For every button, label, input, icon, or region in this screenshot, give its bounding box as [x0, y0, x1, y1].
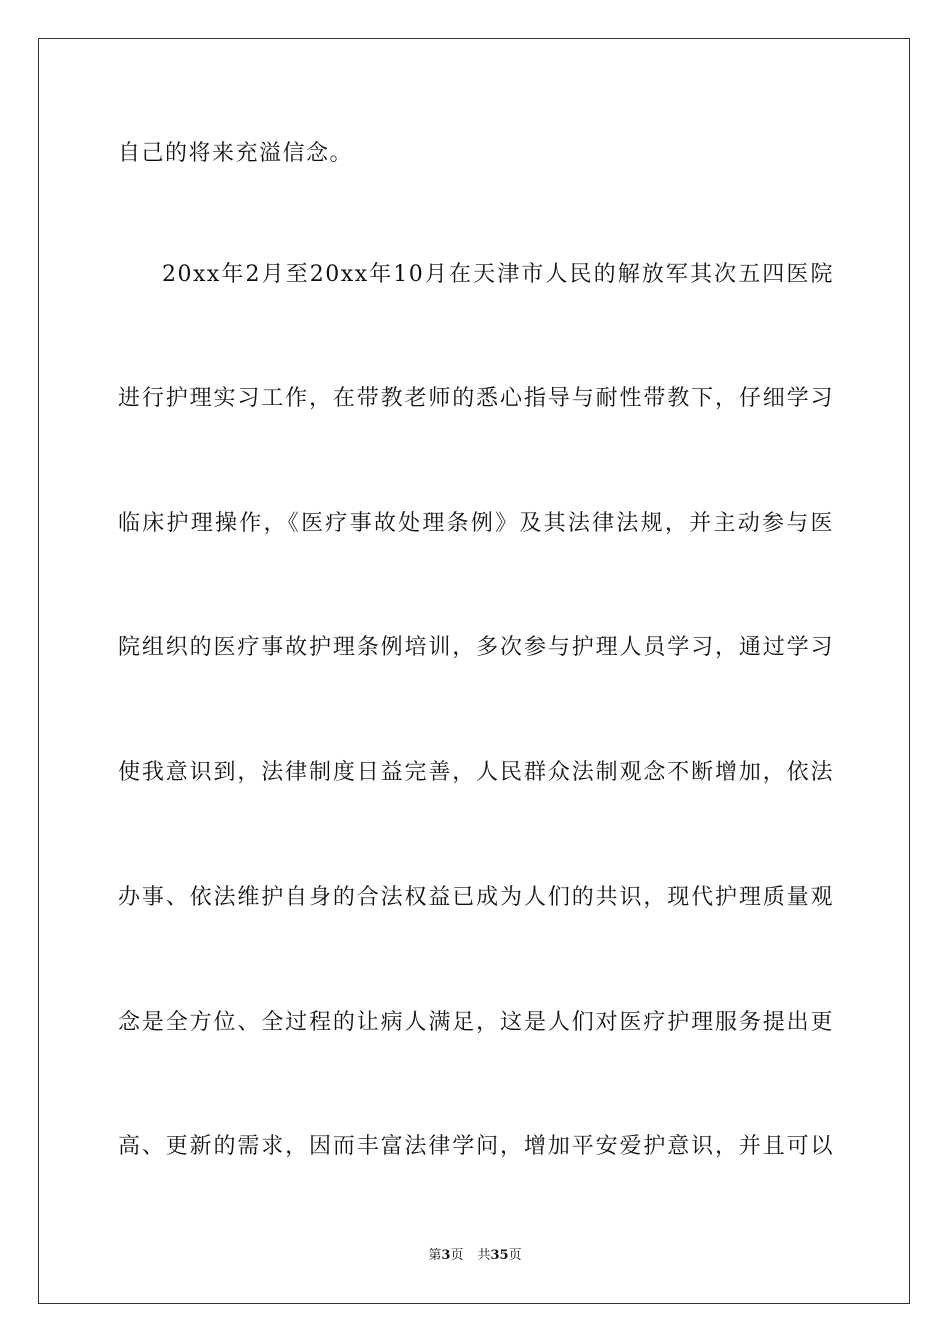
- paragraph-line-6: 使我意识到，法律制度日益完善，人民群众法制观念不断增加，依法: [118, 760, 834, 785]
- paragraph-line-3: 进行护理实习工作，在带教老师的悉心指导与耐性带教下，仔细学习: [118, 386, 834, 411]
- paragraph-line-9: 高、更新的需求，因而丰富法律学问，增加平安爱护意识，并且可以: [118, 1134, 834, 1159]
- paragraph-line-1: 自己的将来充溢信念。: [118, 141, 354, 166]
- footer-page-number: 3: [441, 1248, 451, 1263]
- paragraph-line-4: 临床护理操作，《医疗事故处理条例》及其法律法规，并主动参与医: [118, 511, 834, 536]
- footer-total-suffix: 页: [508, 1248, 522, 1263]
- paragraph-line-7: 办事、依法维护自身的合法权益已成为人们的共识，现代护理质量观: [118, 885, 834, 910]
- footer-total-pages: 35: [490, 1248, 509, 1263]
- footer-page-suffix: 页: [450, 1248, 464, 1263]
- footer-page-prefix: 第: [428, 1248, 442, 1263]
- paragraph-line-2: 20xx年2月至20xx年10月在天津市人民的解放军其次五四医院: [162, 262, 834, 287]
- paragraph-line-5: 院组织的医疗事故护理条例培训，多次参与护理人员学习，通过学习: [118, 635, 834, 660]
- page-footer: [0, 1247, 950, 1265]
- page-border: [38, 38, 910, 1304]
- paragraph-line-8: 念是全方位、全过程的让病人满足，这是人们对医疗护理服务提出更: [118, 1010, 834, 1035]
- footer-total-prefix: 共: [477, 1248, 491, 1263]
